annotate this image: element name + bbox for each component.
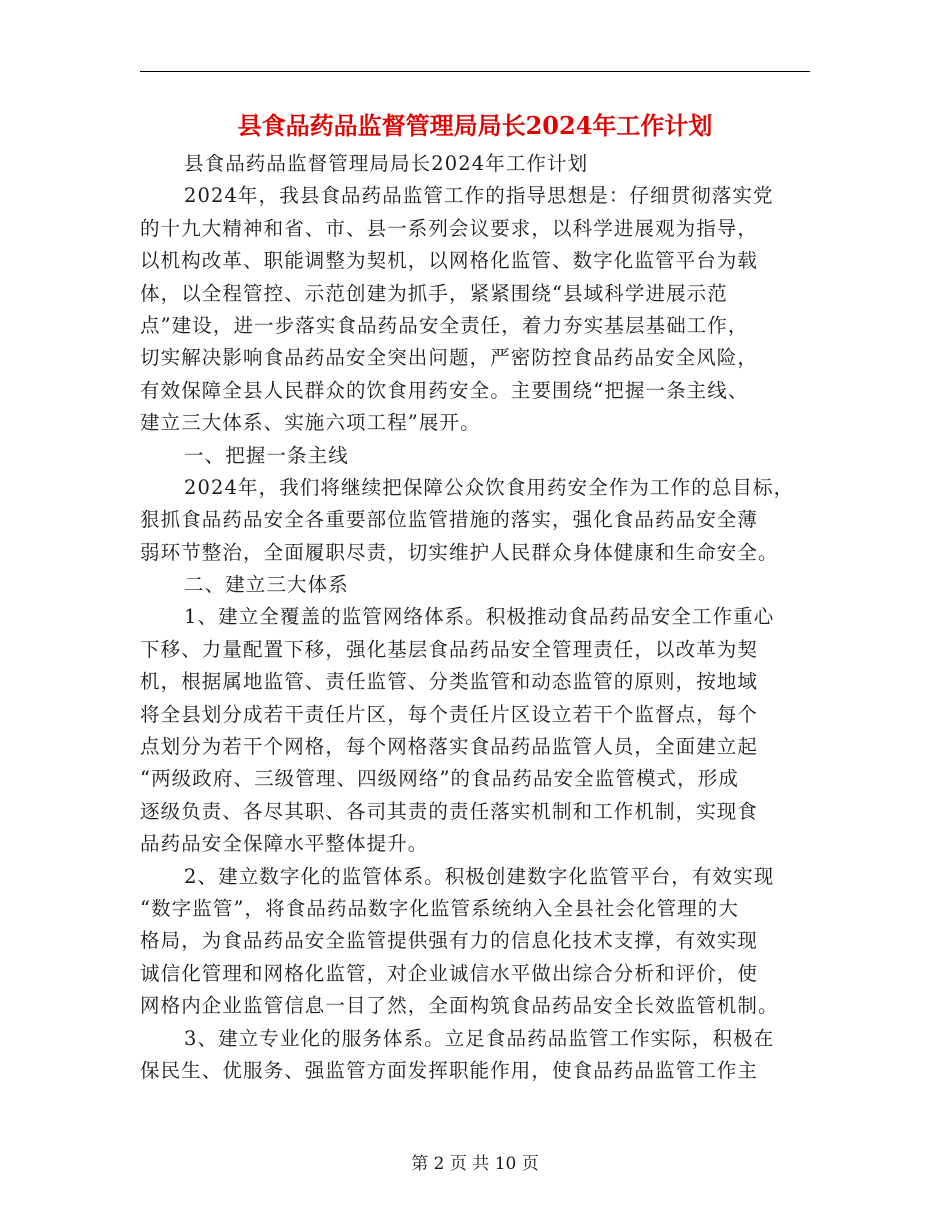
body-line: 二、建立三大体系 [184, 573, 349, 597]
page-number-footer: 第 2 页 共 10 页 [411, 1154, 539, 1174]
body-line: 体，以全程管控、示范创建为抓手，紧紧围绕“县域科学进展示范 [140, 281, 728, 305]
body-line: “数字监管”，将食品药品数字化监管系统纳入全县社会化管理的大 [140, 896, 739, 920]
body-line: 有效保障全县人民群众的饮食用药安全。主要围绕“把握一条主线、 [140, 378, 749, 402]
body-line: 点划分为若干个网格，每个网格落实食品药品监管人员，全面建立起 [140, 735, 759, 759]
body-line: 1、建立全覆盖的监管网络体系。积极推动食品药品安全工作重心 [184, 605, 775, 629]
body-line: 建立三大体系、实施六项工程”展开。 [140, 411, 481, 435]
document-title: 县食品药品监督管理局局长2024年工作计划 [237, 111, 713, 140]
document-body [140, 148, 810, 1087]
body-line: 切实解决影响食品药品安全突出问题，严密防控食品药品安全风险， [140, 346, 759, 370]
body-line: 将全县划分成若干责任片区，每个责任片区设立若干个监督点，每个 [140, 702, 759, 726]
body-line: 逐级负责、各尽其职、各司其责的责任落实机制和工作机制，实现食 [140, 799, 759, 823]
body-line: 格局，为食品药品安全监管提供强有力的信息化技术支撑，有效实现 [140, 929, 759, 953]
body-line: 网格内企业监管信息一目了然，全面构筑食品药品安全长效监管机制。 [140, 994, 779, 1018]
body-line: 以机构改革、职能调整为契机，以网格化监管、数字化监管平台为载 [140, 249, 759, 273]
body-line: 2、建立数字化的监管体系。积极创建数字化监管平台，有效实现 [184, 864, 775, 888]
body-line: 诚信化管理和网格化监管，对企业诚信水平做出综合分析和评价，使 [140, 961, 759, 985]
body-line: 点”建设，进一步落实食品药品安全责任，着力夯实基层基础工作， [140, 313, 749, 337]
body-line: 品药品安全保障水平整体提升。 [140, 832, 429, 856]
body-line: 狠抓食品药品安全各重要部位监管措施的落实，强化食品药品安全薄 [140, 508, 759, 532]
body-line: 下移、力量配置下移，强化基层食品药品安全管理责任，以改革为契 [140, 637, 759, 661]
body-line: 机，根据属地监管、责任监管、分类监管和动态监管的原则，按地域 [140, 670, 759, 694]
body-line: 的十九大精神和省、市、县一系列会议要求，以科学进展观为指导， [140, 216, 759, 240]
body-line: 3、建立专业化的服务体系。立足食品药品监管工作实际，积极在 [184, 1026, 775, 1050]
body-line: “两级政府、三级管理、四级网络”的食品药品安全监管模式，形成 [140, 767, 739, 791]
body-line: 弱环节整治，全面履职尽责，切实维护人民群众身体健康和生命安全。 [140, 540, 779, 564]
body-line: 一、把握一条主线 [184, 443, 349, 467]
body-line: 保民生、优服务、强监管方面发挥职能作用，使食品药品监管工作主 [140, 1058, 759, 1082]
body-line: 县食品药品监督管理局局长2024年工作计划 [184, 152, 589, 175]
body-line: 2024年，我们将继续把保障公众饮食用药安全作为工作的总目标， [184, 475, 795, 499]
body-line: 2024年，我县食品药品监管工作的指导思想是：仔细贯彻落实党 [184, 184, 774, 208]
header-rule [140, 71, 810, 72]
